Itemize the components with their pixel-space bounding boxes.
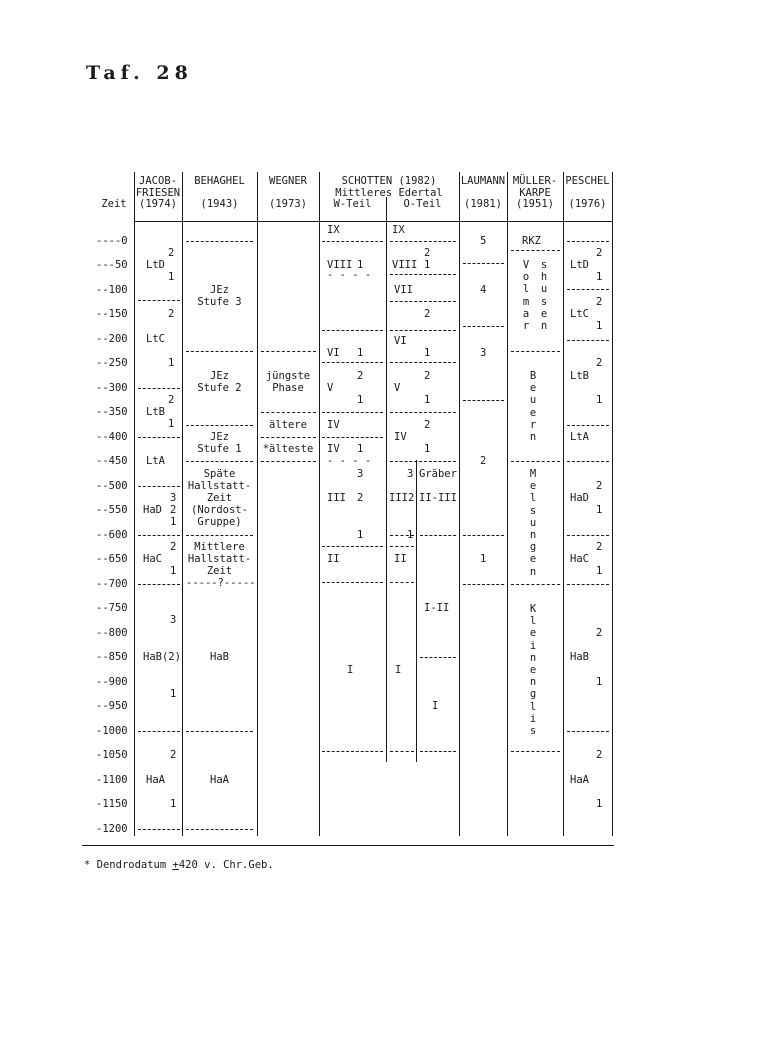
schotten-w-vi: VI: [327, 347, 340, 359]
col-line: [257, 172, 258, 836]
laumann-divider: [463, 535, 504, 536]
jf-ltd-sub: 1: [168, 271, 175, 283]
jf-ltb: LtB: [146, 406, 165, 418]
jf-had: HaD: [143, 504, 162, 516]
peschel-divider: [567, 340, 609, 341]
mk-melsungen: M e l s u n g e n: [529, 468, 537, 578]
laumann-phase: 1: [480, 553, 487, 565]
peschel-sub: 1: [596, 798, 603, 810]
mk-divider: [511, 250, 560, 251]
jf-divider: [138, 388, 180, 389]
time-tick: --650: [96, 553, 128, 565]
behaghel-hab: HaB: [210, 651, 229, 663]
mk-divider: [511, 461, 560, 462]
peschel-sub: 1: [596, 565, 603, 577]
peschel-divider: [567, 289, 609, 290]
peschel-sub: 2: [596, 357, 603, 369]
schotten-o-v: V: [394, 382, 401, 394]
jf-hab-sub: 1: [170, 688, 177, 700]
schotten-o-divider: [390, 241, 456, 242]
peschel-sub: 2: [596, 247, 603, 259]
col-line: [612, 172, 613, 836]
schotten-o-iii-sub: 3: [407, 468, 414, 480]
time-tick: --350: [96, 406, 128, 418]
header-schotten: SCHOTTEN (1982) Mittleres Edertal: [335, 175, 443, 199]
wegner-divider: [261, 412, 316, 413]
schotten-o-divider: [390, 751, 414, 752]
behaghel-divider: [186, 829, 253, 830]
jf-had-sub: 1: [170, 516, 177, 528]
time-tick: -1050: [96, 749, 128, 761]
time-tick: --900: [96, 676, 128, 688]
jf-had-sub: 3: [170, 492, 177, 504]
schotten-w-iv: IV: [327, 419, 340, 431]
schotten-o-divider: [390, 546, 414, 547]
behaghel-jez1: JEz Stufe 1: [197, 431, 242, 455]
header-schotten-w: W-Teil: [333, 198, 372, 210]
schotten-w-i: I: [347, 664, 354, 676]
peschel-hac: HaC: [570, 553, 589, 565]
header-laumann: LAUMANN (1981): [460, 175, 506, 210]
footnote-plusminus: +: [172, 859, 179, 871]
schotten-o-vii-sub: 2: [424, 308, 431, 320]
time-tick: --150: [96, 308, 128, 320]
schotten-o-i: I: [395, 664, 402, 676]
wegner-divider: [261, 461, 316, 462]
behaghel-divider: [186, 731, 253, 732]
jf-ltd-sub: 2: [168, 247, 175, 259]
col-line: [459, 172, 460, 836]
time-tick: -1150: [96, 798, 128, 810]
peschel-sub: 1: [596, 271, 603, 283]
schotten-w-divider: [322, 582, 383, 583]
behaghel-uncertain-divider: -----?-----: [186, 577, 256, 589]
schotten-o-ii-iii: II-III: [419, 492, 457, 504]
schotten-o-divider: [390, 535, 414, 536]
schotten-o-divider: [390, 362, 456, 363]
wegner-divider: [261, 437, 316, 438]
jf-had-sub: 2: [170, 504, 177, 516]
header-wegner: WEGNER (1973): [269, 175, 307, 210]
time-tick: --250: [96, 357, 128, 369]
schotten-o-i2: I: [432, 700, 439, 712]
footnote: [84, 859, 274, 871]
plate-title: Taf. 28: [86, 62, 193, 84]
peschel-sub: 2: [596, 296, 603, 308]
laumann-divider: [463, 400, 504, 401]
schotten-o-divider: [390, 461, 456, 462]
schotten-o-iii-sub: 1: [407, 529, 414, 541]
col-line: [507, 172, 508, 836]
jf-divider: [138, 535, 180, 536]
peschel-haa: HaA: [570, 774, 589, 786]
jf-divider: [138, 300, 180, 301]
mk-kleinenglis: K l e i n e n g l i s: [529, 603, 537, 738]
header-zeit: Zeit: [101, 198, 127, 210]
schotten-o-divider: [390, 330, 456, 331]
peschel-divider: [567, 535, 609, 536]
footnote-rest: 420 v. Chr.Geb.: [178, 859, 274, 871]
jf-divider: [138, 437, 180, 438]
mk-divider: [511, 751, 560, 752]
schotten-o-iv-sub: 1: [424, 443, 431, 455]
behaghel-jez3: JEz Stufe 3: [197, 284, 242, 308]
peschel-divider: [567, 731, 609, 732]
schotten-w-viii: VIII: [327, 259, 353, 271]
laumann-divider: [463, 326, 504, 327]
behaghel-divider: [186, 425, 253, 426]
wegner-aeltere: ältere: [269, 419, 307, 431]
schotten-o-divider: [390, 274, 456, 275]
jf-ltb-sub: 2: [168, 394, 175, 406]
behaghel-haa: HaA: [210, 774, 229, 786]
col-line: [319, 172, 320, 836]
schotten-o-iv-sub: 2: [424, 419, 431, 431]
peschel-sub: 1: [596, 320, 603, 332]
time-tick: --500: [96, 480, 128, 492]
peschel-sub: 1: [596, 676, 603, 688]
peschel-sub: 2: [596, 480, 603, 492]
jf-ltc-sub: 1: [168, 357, 175, 369]
peschel-divider: [567, 241, 609, 242]
jf-divider: [138, 731, 180, 732]
mk-beuern: B e u e r n: [529, 370, 537, 444]
jf-hac-sub: 1: [170, 565, 177, 577]
header-muellerkarpe: MÜLLER- KARPE (1951): [512, 175, 558, 210]
time-tick: --100: [96, 284, 128, 296]
time-tick: --400: [96, 431, 128, 443]
schotten-o-ix: IX: [392, 224, 405, 236]
wegner-juengste: jüngste Phase: [265, 370, 311, 394]
jf-divider: [138, 584, 180, 585]
peschel-ltd: LtD: [570, 259, 589, 271]
time-tick: --700: [96, 578, 128, 590]
peschel-sub: 1: [596, 504, 603, 516]
peschel-divider: [567, 584, 609, 585]
mk-rkz: RKZ: [522, 235, 541, 247]
schotten-w-viii-sub: 1: [357, 259, 364, 271]
schotten-w-divider: [322, 437, 383, 438]
schotten-o-i-ii: I-II: [424, 602, 450, 614]
schotten-w-dashes: - - - -: [327, 455, 372, 467]
time-tick: --750: [96, 602, 128, 614]
laumann-phase: 2: [480, 455, 487, 467]
schotten-o-divider: [420, 751, 456, 752]
col-line: [563, 172, 564, 836]
jf-hab-sub: 3: [170, 614, 177, 626]
header-rule: [134, 221, 612, 222]
time-tick: --300: [96, 382, 128, 394]
schotten-o-divider: [390, 412, 456, 413]
schotten-w-iv2-sub: 1: [357, 443, 364, 455]
laumann-phase: 4: [480, 284, 487, 296]
mk-divider: [511, 584, 560, 585]
schotten-o-graeber: Gräber: [419, 468, 457, 480]
behaghel-divider: [186, 241, 253, 242]
behaghel-divider: [186, 535, 253, 536]
schotten-w-vi-sub: 1: [357, 347, 364, 359]
time-tick: --450: [96, 455, 128, 467]
schotten-w-divider: [322, 241, 383, 242]
jf-ltd: LtD: [146, 259, 165, 271]
laumann-phase: 5: [480, 235, 487, 247]
behaghel-divider: [186, 461, 253, 462]
time-tick: --600: [96, 529, 128, 541]
time-tick: --200: [96, 333, 128, 345]
behaghel-jez2: JEz Stufe 2: [197, 370, 242, 394]
jf-haa: HaA: [146, 774, 165, 786]
footnote-star: *: [84, 859, 91, 871]
schotten-o-divider: [420, 535, 456, 536]
schotten-o-divider: [390, 582, 414, 583]
time-tick: --550: [96, 504, 128, 516]
jf-ltc: LtC: [146, 333, 165, 345]
peschel-sub: 2: [596, 541, 603, 553]
header-peschel: PESCHEL (1976): [565, 175, 610, 210]
wegner-divider: [261, 351, 316, 352]
schotten-w-iii-sub: 2: [357, 492, 364, 504]
peschel-ltb: LtB: [570, 370, 589, 382]
time-tick: ----0: [96, 235, 128, 247]
col-line: [416, 460, 417, 762]
time-tick: --850: [96, 651, 128, 663]
schotten-w-v: V: [327, 382, 334, 394]
mk-divider: [511, 351, 560, 352]
schotten-w-v-sub: 1: [357, 394, 364, 406]
behaghel-mittlere: Mittlere Hallstatt- Zeit: [187, 541, 252, 577]
peschel-divider: [567, 425, 609, 426]
behaghel-spaete: Späte Hallstatt- Zeit (Nordost- Gruppe): [187, 468, 252, 528]
schotten-o-vii: VII: [394, 284, 413, 296]
laumann-phase: 3: [480, 347, 487, 359]
jf-hab: HaB(2): [143, 651, 181, 663]
peschel-lta: LtA: [570, 431, 589, 443]
peschel-ltc: LtC: [570, 308, 589, 320]
schotten-w-divider: [322, 330, 383, 331]
peschel-had: HaD: [570, 492, 589, 504]
jf-hac-sub: 2: [170, 541, 177, 553]
time-tick: --950: [96, 700, 128, 712]
peschel-divider: [567, 461, 609, 462]
time-tick: ---50: [96, 259, 128, 271]
col-line: [134, 172, 135, 836]
peschel-sub: 2: [596, 627, 603, 639]
peschel-hab: HaB: [570, 651, 589, 663]
peschel-sub: 1: [596, 394, 603, 406]
footnote-rule: [82, 845, 614, 846]
schotten-o-iv: IV: [394, 431, 407, 443]
peschel-sub: 2: [596, 749, 603, 761]
schotten-w-v-sub: 2: [357, 370, 364, 382]
schotten-w-divider: [322, 546, 383, 547]
col-line: [386, 197, 387, 762]
jf-ltb-sub: 1: [168, 418, 175, 430]
jf-haa-sub: 1: [170, 798, 177, 810]
schotten-w-divider: [322, 751, 383, 752]
schotten-w-dashes: - - - -: [327, 269, 372, 281]
schotten-o-v-sub: 2: [424, 370, 431, 382]
schotten-w-divider: [322, 412, 383, 413]
time-tick: -1000: [96, 725, 128, 737]
header-jacobfriesen: JACOB- FRIESEN (1974): [135, 175, 181, 210]
jf-haa-sub: 2: [170, 749, 177, 761]
schotten-o-ii: II: [394, 553, 407, 565]
schotten-w-iii: III: [327, 492, 346, 504]
time-tick: -1100: [96, 774, 128, 786]
behaghel-divider: [186, 351, 253, 352]
schotten-w-ix: IX: [327, 224, 340, 236]
schotten-o-iii2: III2: [389, 492, 415, 504]
schotten-o-v-sub: 1: [424, 394, 431, 406]
time-tick: -1200: [96, 823, 128, 835]
jf-divider: [138, 829, 180, 830]
jf-lta: LtA: [146, 455, 165, 467]
schotten-w-iii-sub: 3: [357, 468, 364, 480]
schotten-w-iv2: IV: [327, 443, 340, 455]
schotten-o-divider: [390, 301, 456, 302]
schotten-o-viii: VIII: [392, 259, 418, 271]
schotten-w-ii: II: [327, 553, 340, 565]
schotten-w-iii-sub: 1: [357, 529, 364, 541]
schotten-o-divider: [420, 657, 456, 658]
schotten-w-divider: [322, 362, 383, 363]
laumann-divider: [463, 584, 504, 585]
schotten-o-vi-sub: 1: [424, 347, 431, 359]
jf-hac: HaC: [143, 553, 162, 565]
schotten-o-vi: VI: [394, 335, 407, 347]
jf-divider: [138, 486, 180, 487]
mk-volmarshusen-left: V o l m a r: [522, 259, 530, 333]
laumann-divider: [463, 263, 504, 264]
mk-volmarshusen-right: s h u s e n: [540, 259, 548, 333]
header-schotten-o: O-Teil: [403, 198, 442, 210]
footnote-text: Dendrodatum: [96, 859, 173, 871]
header-behaghel: BEHAGHEL (1943): [194, 175, 245, 210]
schotten-o-viii-sub: 2: [424, 247, 431, 259]
wegner-aelteste: *älteste: [262, 443, 314, 455]
jf-ltc-sub: 2: [168, 308, 175, 320]
schotten-o-viii-sub: 1: [424, 259, 431, 271]
time-tick: --800: [96, 627, 128, 639]
